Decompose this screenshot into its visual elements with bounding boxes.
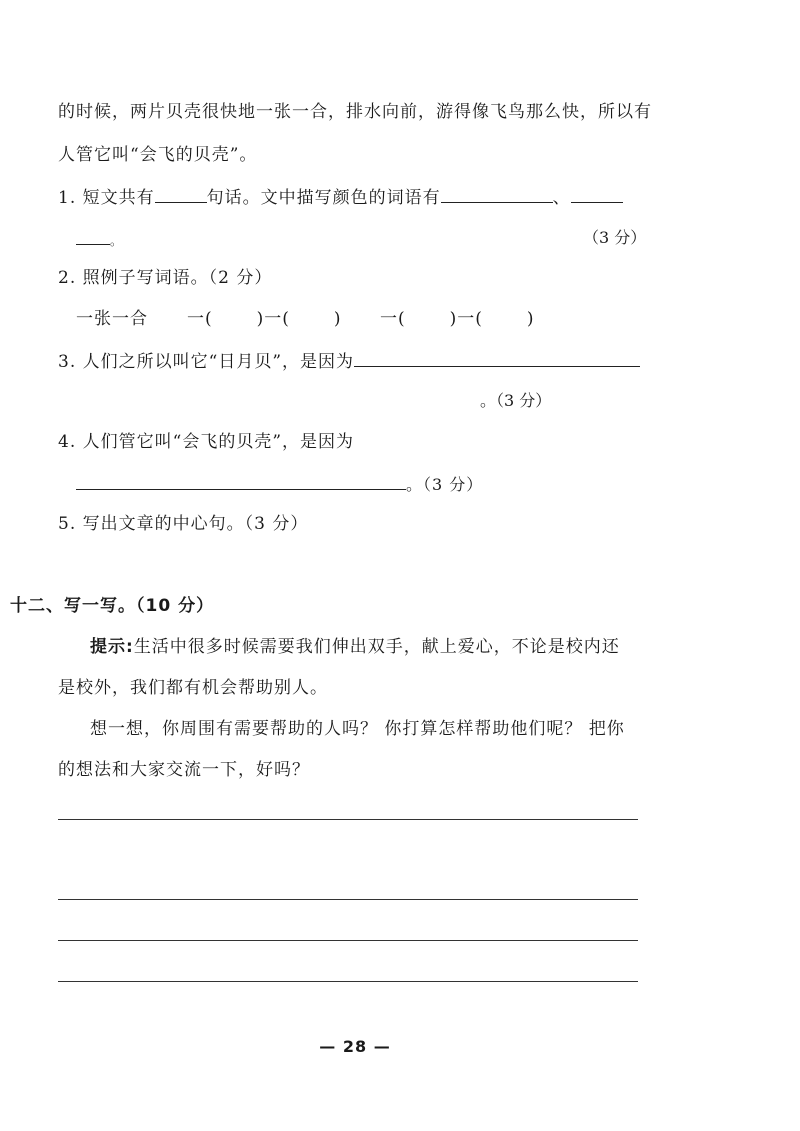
page-number: — 28 — bbox=[319, 1037, 391, 1056]
pattern-item-2 bbox=[380, 307, 535, 331]
hint-line-1 bbox=[90, 635, 620, 659]
sentence-count-blank[interactable] bbox=[155, 184, 207, 203]
question-4-text: 4. 人们管它叫“会飞的贝壳”，是因为 bbox=[58, 432, 355, 452]
color-word-blank-2-continued[interactable] bbox=[76, 226, 110, 245]
hint-text-1: 生活中很多时候需要我们伸出双手，献上爱心，不论是校内还 bbox=[133, 637, 620, 657]
color-word-blank-2[interactable] bbox=[571, 184, 623, 203]
question-1-continued bbox=[76, 226, 123, 253]
question-3 bbox=[58, 348, 640, 374]
writing-line-2[interactable] bbox=[58, 899, 638, 900]
question-1-text-b: 句话。文中描写颜色的词语有 bbox=[206, 188, 441, 208]
passage-line-2: 人管它叫“会飞的贝壳”。 bbox=[58, 145, 258, 165]
hint-line-2: 是校外，我们都有机会帮助别人。 bbox=[58, 678, 328, 698]
question-2-title: 2. 照例子写词语。（2 分） bbox=[58, 268, 273, 288]
pattern-item-2-a: 一( bbox=[380, 309, 406, 329]
question-5-text: 5. 写出文章的中心句。（3 分） bbox=[58, 514, 309, 534]
writing-line-1[interactable] bbox=[58, 819, 638, 820]
writing-line-4[interactable] bbox=[58, 981, 638, 982]
pattern-item-1-b: )一( bbox=[256, 309, 290, 329]
question-1-separator: 、 bbox=[552, 188, 571, 208]
question-1-end: 。 bbox=[110, 234, 124, 248]
question-2-example-row bbox=[76, 307, 148, 331]
pattern-item-1-c: ) bbox=[333, 309, 342, 329]
pattern-item-1 bbox=[187, 307, 342, 331]
question-3-end: 。（3 分） bbox=[480, 391, 552, 410]
question-4-end: 。（3 分） bbox=[406, 475, 484, 494]
writing-line-3[interactable] bbox=[58, 940, 638, 941]
color-word-blank-1[interactable] bbox=[441, 184, 553, 203]
prompt-line-1: 想一想，你周围有需要帮助的人吗？ 你打算怎样帮助他们呢？ 把你 bbox=[90, 719, 625, 739]
prompt-line-2: 的想法和大家交流一下，好吗？ bbox=[58, 760, 310, 780]
pattern-item-2-c: ) bbox=[526, 309, 535, 329]
hint-label: 提示: bbox=[90, 637, 134, 657]
question-3-answer-blank[interactable] bbox=[354, 348, 640, 367]
pattern-item-1-a: 一( bbox=[187, 309, 213, 329]
question-3-text: 3. 人们之所以叫它“日月贝”，是因为 bbox=[58, 352, 355, 372]
pattern-item-2-b: )一( bbox=[449, 309, 483, 329]
question-1-text-a: 短文共有 bbox=[82, 188, 155, 208]
question-4-answer-blank[interactable] bbox=[76, 471, 406, 490]
question-1-score: （3 分） bbox=[583, 228, 647, 247]
passage-line-1: 的时候，两片贝壳很快地一张一合，排水向前，游得像飞鸟那么快，所以有 bbox=[58, 102, 652, 122]
example-word: 一张一合 bbox=[76, 309, 148, 329]
question-1-number: 1. bbox=[58, 188, 77, 208]
question-1 bbox=[58, 184, 623, 210]
question-4-answer-row bbox=[76, 471, 483, 497]
section-12-title: 十二、写一写。（10 分） bbox=[10, 596, 215, 616]
